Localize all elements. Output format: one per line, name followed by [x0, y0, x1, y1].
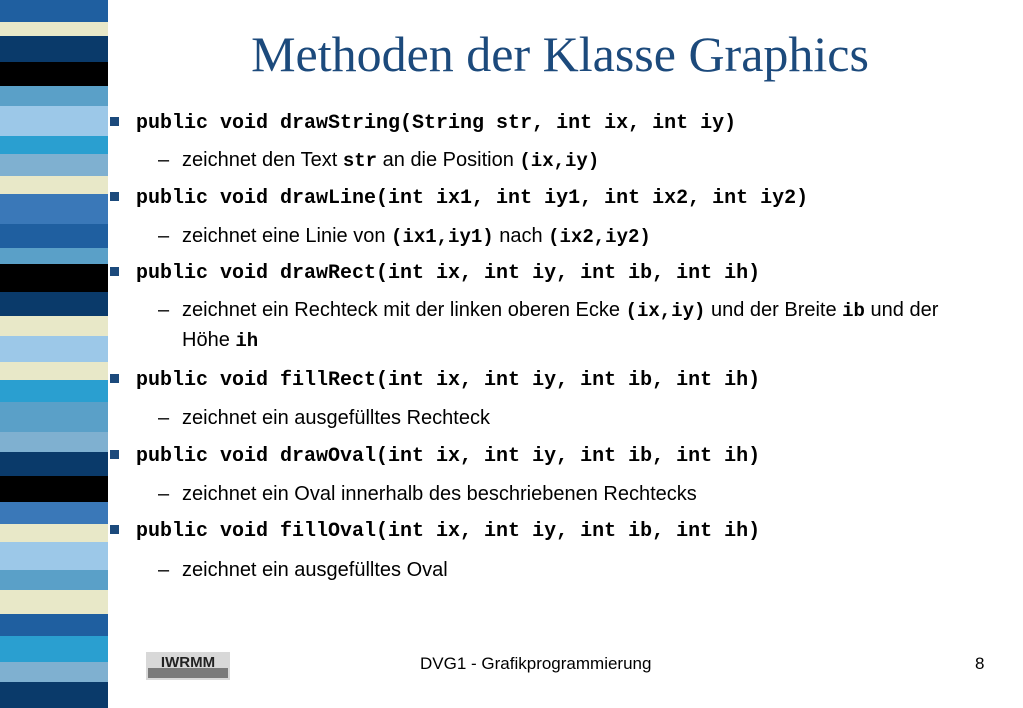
method-description: – zeichnet eine Linie von (ix1,iy1) nach (ix2,iy2)	[158, 222, 998, 252]
method-description: – zeichnet ein ausgefülltes Rechteck	[158, 404, 998, 433]
method-signature: public void fillOval(int ix, int iy, int ib, int ih)	[136, 520, 761, 543]
description-text	[182, 480, 998, 509]
stripe-band	[0, 502, 108, 524]
stripe-band	[0, 590, 108, 614]
stripe-band	[0, 316, 108, 336]
bullet-icon	[110, 192, 119, 201]
stripe-band	[0, 636, 108, 662]
method-item	[110, 187, 808, 211]
stripe-band	[0, 154, 108, 176]
stripe-band	[0, 0, 108, 22]
institute-logo	[146, 652, 230, 680]
method-signature: public void drawOval(int ix, int iy, int ib, int ih)	[136, 445, 761, 468]
logo-text: IWRMM	[160, 654, 216, 671]
bullet-icon	[110, 117, 119, 126]
description-text	[182, 556, 998, 585]
stripe-band	[0, 86, 108, 106]
stripe-band	[0, 36, 108, 62]
description-segment: nach	[493, 225, 549, 247]
description-segment: zeichnet ein ausgefülltes Oval	[182, 559, 448, 581]
bullet-icon	[110, 525, 119, 534]
inline-code: str	[342, 150, 378, 172]
stripe-band	[0, 542, 108, 570]
stripe-band	[0, 662, 108, 682]
inline-code: ib	[842, 300, 865, 322]
stripe-band	[0, 62, 108, 86]
stripe-band	[0, 570, 108, 590]
stripe-band	[0, 432, 108, 452]
bullet-icon	[110, 267, 119, 276]
page-number: 8	[975, 654, 985, 673]
inline-code: (ix1,iy1)	[391, 226, 494, 248]
description-text	[182, 222, 998, 252]
description-segment: zeichnet ein Oval innerhalb des beschriebenen Rechtecks	[182, 483, 697, 505]
stripe-band	[0, 614, 108, 636]
method-description: – zeichnet ein Oval innerhalb des beschriebenen Rechtecks	[158, 480, 998, 509]
method-signature: public void drawString(String str, int ix, int iy)	[136, 112, 737, 135]
stripe-band	[0, 476, 108, 502]
stripe-band	[0, 194, 108, 224]
stripe-band	[0, 248, 108, 264]
method-signature: public void fillRect(int ix, int iy, int ib, int ih)	[136, 369, 761, 392]
method-item	[110, 112, 736, 136]
description-segment: zeichnet den Text	[182, 149, 343, 171]
stripe-band	[0, 524, 108, 542]
method-signature: public void drawRect(int ix, int iy, int ib, int ih)	[136, 262, 761, 285]
description-segment: und der Höhe	[182, 299, 939, 351]
description-text	[182, 404, 998, 433]
description-segment: zeichnet eine Linie von	[182, 225, 392, 247]
method-item	[110, 262, 760, 286]
inline-code: (ix,iy)	[625, 300, 706, 322]
stripe-band	[0, 402, 108, 432]
stripe-band	[0, 292, 108, 316]
stripe-band	[0, 106, 108, 136]
stripe-band	[0, 336, 108, 362]
method-description: – zeichnet den Text str an die Position (ix,iy)	[158, 146, 998, 176]
stripe-band	[0, 224, 108, 248]
stripe-band	[0, 452, 108, 476]
inline-code: (ix,iy)	[519, 150, 600, 172]
stripe-band	[0, 682, 108, 708]
slide-title: Methoden der Klasse Graphics	[251, 26, 869, 82]
footer-course: DVG1 - Grafikprogrammierung	[420, 654, 652, 673]
description-segment: und der Breite	[705, 299, 843, 321]
description-text	[182, 146, 998, 176]
method-item	[110, 369, 760, 393]
method-description: – zeichnet ein ausgefülltes Oval	[158, 556, 998, 585]
method-signature: public void drawLine(int ix1, int iy1, int ix2, int iy2)	[136, 187, 809, 210]
description-text	[182, 296, 988, 356]
method-item	[110, 520, 760, 544]
bullet-icon	[110, 450, 119, 459]
stripe-band	[0, 136, 108, 154]
stripe-band	[0, 22, 108, 36]
description-segment: an die Position	[377, 149, 520, 171]
stripe-band	[0, 176, 108, 194]
description-segment: zeichnet ein Rechteck mit der linken oberen Ecke	[182, 299, 626, 321]
stripe-band	[0, 380, 108, 402]
decorative-stripe	[0, 0, 108, 708]
stripe-band	[0, 264, 108, 292]
method-description: – zeichnet ein Rechteck mit der linken oberen Ecke (ix,iy) und der Breite ib und der Höhe ih	[158, 296, 988, 356]
bullet-icon	[110, 374, 119, 383]
method-item	[110, 445, 760, 469]
description-segment: zeichnet ein ausgefülltes Rechteck	[182, 407, 490, 429]
stripe-band	[0, 362, 108, 380]
inline-code: ih	[235, 330, 259, 352]
inline-code: (ix2,iy2)	[548, 226, 651, 248]
